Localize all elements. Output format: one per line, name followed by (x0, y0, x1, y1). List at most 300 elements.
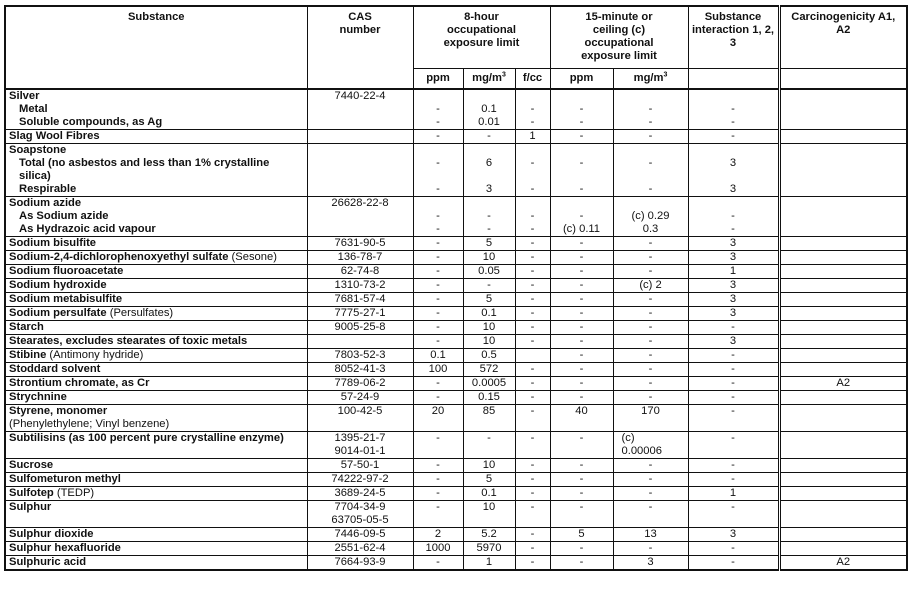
table-row (5, 405, 907, 432)
cell-mg-8h: 5 (463, 473, 515, 487)
cell-interaction: - (688, 321, 779, 335)
cell-substance (5, 391, 307, 405)
cell-ppm-8h: - (413, 556, 463, 571)
table-row (5, 377, 907, 391)
substance-name: Strontium chromate, as Cr (9, 377, 150, 389)
cell-fcc-8h: - (515, 542, 550, 556)
cell-ppm-8h: - (413, 130, 463, 144)
cell-ppm-8h: - (413, 279, 463, 293)
substance-name: Slag Wool Fibres (9, 130, 100, 142)
cell-ppm-8h: - - (413, 197, 463, 237)
cell-interaction: - (688, 377, 779, 391)
cell-cas: 57-24-9 (307, 391, 413, 405)
cell-cas: 8052-41-3 (307, 363, 413, 377)
cell-mg-15m: - (613, 307, 688, 321)
cell-mg-8h: 5970 (463, 542, 515, 556)
substance-alias: (TEDP) (56, 487, 95, 499)
cell-interaction: 1 (688, 487, 779, 501)
cell-carcinogenicity (779, 487, 907, 501)
cell-mg-15m: 170 (613, 405, 688, 432)
table-row (5, 89, 907, 130)
cell-ppm-15m: - (550, 542, 613, 556)
cell-substance (5, 265, 307, 279)
table-row (5, 279, 907, 293)
cell-substance (5, 335, 307, 349)
cell-interaction: 3 (688, 251, 779, 265)
cell-ppm-8h: - (413, 265, 463, 279)
cell-mg-15m: - (613, 391, 688, 405)
cell-interaction: 3 (688, 307, 779, 321)
cell-mg-15m: (c) 2 (613, 279, 688, 293)
substance-name: Starch (9, 321, 44, 333)
cell-ppm-8h: - (413, 459, 463, 473)
cell-fcc-8h: - (515, 459, 550, 473)
cell-fcc-8h: - (515, 335, 550, 349)
cell-substance (5, 405, 307, 432)
cell-cas: 7803-52-3 (307, 349, 413, 363)
substance-subentry: Metal (19, 103, 48, 115)
cell-carcinogenicity (779, 144, 907, 197)
cell-interaction: - (688, 556, 779, 571)
cell-ppm-15m: - (550, 237, 613, 251)
cell-mg-15m: - (613, 265, 688, 279)
cell-cas: 1310-73-2 (307, 279, 413, 293)
cell-ppm-8h: - (413, 432, 463, 459)
substance-name: Sodium bisulfite (9, 237, 97, 249)
substance-name: Sulfometuron methyl (9, 473, 121, 485)
cell-ppm-15m: - (550, 349, 613, 363)
cell-fcc-8h: - - (515, 89, 550, 130)
cell-ppm-8h: - - (413, 89, 463, 130)
cell-substance (5, 363, 307, 377)
cell-cas: 74222-97-2 (307, 473, 413, 487)
cell-ppm-8h: - (413, 501, 463, 528)
cell-cas: 7664-93-9 (307, 556, 413, 571)
cell-cas: 7789-06-2 (307, 377, 413, 391)
table-row (5, 293, 907, 307)
cell-substance (5, 89, 307, 130)
table-row (5, 391, 907, 405)
substance-subentry: Total (no asbestos and less than 1% crystalline silica) (19, 157, 270, 182)
cell-fcc-8h: - (515, 293, 550, 307)
cell-substance (5, 473, 307, 487)
header-interaction: Substance interaction 1, 2, 3 (688, 6, 779, 69)
cell-ppm-8h: - (413, 237, 463, 251)
table-row (5, 349, 907, 363)
header-15-minute-limit: 15-minute or ceiling (c) occupational exposure limit (550, 6, 688, 69)
table-row (5, 473, 907, 487)
substance-name: Soapstone (9, 144, 67, 156)
cell-fcc-8h: - (515, 391, 550, 405)
cell-interaction: - (688, 130, 779, 144)
cell-ppm-8h: 0.1 (413, 349, 463, 363)
cell-mg-8h: - (463, 432, 515, 459)
table-row (5, 487, 907, 501)
cell-cas (307, 335, 413, 349)
cell-substance (5, 237, 307, 251)
substance-name: Stibine (9, 349, 47, 361)
cell-carcinogenicity (779, 528, 907, 542)
cell-substance (5, 528, 307, 542)
cell-mg-15m: - (613, 501, 688, 528)
cell-interaction: - (688, 542, 779, 556)
cell-carcinogenicity (779, 265, 907, 279)
substance-alias: (Phenylethylene; Vinyl benzene) (9, 418, 170, 430)
substance-name: Sulfotep (9, 487, 54, 499)
cell-ppm-15m: - (550, 293, 613, 307)
cell-substance (5, 459, 307, 473)
table-row (5, 459, 907, 473)
cell-mg-8h: 0.1 (463, 487, 515, 501)
cell-mg-8h: 0.1 0.01 (463, 89, 515, 130)
cell-ppm-15m: 40 (550, 405, 613, 432)
cell-mg-8h: 5 (463, 293, 515, 307)
cell-substance (5, 487, 307, 501)
cell-ppm-15m: - - (550, 144, 613, 197)
cell-interaction: - (688, 432, 779, 459)
cell-cas: 7631-90-5 (307, 237, 413, 251)
table-row (5, 237, 907, 251)
cell-interaction: 3 (688, 293, 779, 307)
cell-ppm-15m: - (c) 0.11 (550, 197, 613, 237)
cell-carcinogenicity (779, 405, 907, 432)
cell-ppm-15m: - - (550, 89, 613, 130)
substance-alias: (Antimony hydride) (49, 349, 144, 361)
cell-ppm-15m: - (550, 251, 613, 265)
cell-carcinogenicity (779, 130, 907, 144)
cell-interaction: - - (688, 89, 779, 130)
substance-name: Sodium hydroxide (9, 279, 107, 291)
cell-carcinogenicity (779, 293, 907, 307)
table-row (5, 197, 907, 237)
cell-carcinogenicity (779, 432, 907, 459)
cell-ppm-15m: - (550, 377, 613, 391)
substance-subentry: Respirable (19, 183, 77, 195)
unit-ppm-15m: ppm (550, 69, 613, 90)
cell-mg-15m: - (613, 335, 688, 349)
substance-name: Styrene, monomer (9, 405, 108, 417)
cell-fcc-8h: - (515, 473, 550, 487)
cell-interaction: - (688, 349, 779, 363)
cell-cas: 57-50-1 (307, 459, 413, 473)
substance-name: Sulphur hexafluoride (9, 542, 121, 554)
cell-fcc-8h: - (515, 556, 550, 571)
unit-interaction-blank (688, 69, 779, 90)
cell-mg-8h: 0.0005 (463, 377, 515, 391)
cell-mg-15m: - (613, 293, 688, 307)
cell-mg-15m: - (613, 349, 688, 363)
cell-substance (5, 556, 307, 571)
table-row (5, 432, 907, 459)
cell-mg-8h: 10 (463, 335, 515, 349)
cell-substance (5, 130, 307, 144)
cell-interaction: - (688, 459, 779, 473)
substance-name: Sodium-2,4-dichlorophenoxyethyl sulfate (9, 251, 229, 263)
cell-mg-8h: 0.1 (463, 307, 515, 321)
cell-interaction: - (688, 501, 779, 528)
cell-substance (5, 293, 307, 307)
cell-cas: 136-78-7 (307, 251, 413, 265)
cell-carcinogenicity (779, 237, 907, 251)
table-row (5, 307, 907, 321)
cell-carcinogenicity (779, 363, 907, 377)
cell-ppm-15m: - (550, 473, 613, 487)
cell-mg-8h: 0.5 (463, 349, 515, 363)
table-row (5, 251, 907, 265)
header-carcinogenicity: Carcinogenicity A1, A2 (779, 6, 907, 69)
cell-substance (5, 432, 307, 459)
cell-carcinogenicity (779, 279, 907, 293)
cell-cas: 7775-27-1 (307, 307, 413, 321)
substance-name: Stearates, excludes stearates of toxic metals (9, 335, 248, 347)
cell-ppm-15m: - (550, 487, 613, 501)
cell-mg-15m: (c) 0.00006 (613, 432, 688, 459)
cell-ppm-15m: - (550, 265, 613, 279)
cell-ppm-8h: - - (413, 144, 463, 197)
cell-fcc-8h: - (515, 528, 550, 542)
cell-ppm-15m: - (550, 335, 613, 349)
cell-carcinogenicity (779, 321, 907, 335)
cell-mg-8h: 5.2 (463, 528, 515, 542)
cell-fcc-8h: - - (515, 197, 550, 237)
cell-mg-8h: 6 3 (463, 144, 515, 197)
cell-interaction: 3 (688, 237, 779, 251)
table-row (5, 130, 907, 144)
exposure-limits-document (4, 5, 908, 571)
table-row (5, 528, 907, 542)
cell-mg-15m: - (613, 237, 688, 251)
unit-ppm-8h: ppm (413, 69, 463, 90)
cell-substance (5, 279, 307, 293)
cell-interaction: - - (688, 197, 779, 237)
cell-fcc-8h: - (515, 307, 550, 321)
unit-carcinogenicity-blank (779, 69, 907, 90)
cell-cas (307, 130, 413, 144)
cell-mg-15m: - (613, 321, 688, 335)
cell-ppm-15m: - (550, 391, 613, 405)
cell-mg-15m: - (613, 542, 688, 556)
cell-mg-15m: - (613, 459, 688, 473)
cell-interaction: 3 (688, 335, 779, 349)
cell-ppm-15m: - (550, 279, 613, 293)
cell-substance (5, 307, 307, 321)
cell-mg-15m: - (613, 251, 688, 265)
substance-alias: (Sesone) (231, 251, 277, 263)
substance-name: Subtilisins (as 100 percent pure crystalline enzyme) (9, 432, 284, 444)
cell-mg-8h: 1 (463, 556, 515, 571)
cell-substance (5, 542, 307, 556)
cell-cas: 3689-24-5 (307, 487, 413, 501)
cell-mg-15m: - (613, 363, 688, 377)
cell-cas: 7681-57-4 (307, 293, 413, 307)
cell-cas (307, 144, 413, 197)
substance-name: Sulphur dioxide (9, 528, 94, 540)
cell-ppm-8h: - (413, 473, 463, 487)
cell-ppm-15m: - (550, 321, 613, 335)
cell-mg-15m: - (613, 377, 688, 391)
substance-name: Stoddard solvent (9, 363, 101, 375)
cell-mg-15m: 13 (613, 528, 688, 542)
cell-interaction: - (688, 405, 779, 432)
cell-fcc-8h: - (515, 363, 550, 377)
substance-name: Sulphuric acid (9, 556, 87, 568)
table-row (5, 363, 907, 377)
cell-carcinogenicity (779, 542, 907, 556)
cell-ppm-8h: 20 (413, 405, 463, 432)
cell-fcc-8h: - (515, 279, 550, 293)
cell-carcinogenicity (779, 459, 907, 473)
substance-alias: (Persulfates) (109, 307, 174, 319)
cell-cas: 26628-22-8 (307, 197, 413, 237)
cell-mg-8h: 0.05 (463, 265, 515, 279)
cell-ppm-15m: - (550, 459, 613, 473)
cell-ppm-8h: - (413, 251, 463, 265)
cell-substance (5, 377, 307, 391)
cell-mg-8h: - (463, 279, 515, 293)
table-row (5, 144, 907, 197)
cell-carcinogenicity (779, 251, 907, 265)
substance-name: Sodium persulfate (9, 307, 107, 319)
cell-carcinogenicity (779, 349, 907, 363)
cell-mg-8h: 572 (463, 363, 515, 377)
cell-carcinogenicity (779, 473, 907, 487)
cell-fcc-8h: - (515, 251, 550, 265)
substance-name: Sucrose (9, 459, 54, 471)
cell-mg-8h: 10 (463, 321, 515, 335)
cell-fcc-8h: - (515, 432, 550, 459)
substance-subentry: As Hydrazoic acid vapour (19, 223, 156, 235)
cell-ppm-8h: 100 (413, 363, 463, 377)
cell-substance (5, 349, 307, 363)
cell-ppm-15m: - (550, 130, 613, 144)
substance-name: Strychnine (9, 391, 67, 403)
header-8-hour-limit: 8-hour occupational exposure limit (413, 6, 550, 69)
cell-cas: 100-42-5 (307, 405, 413, 432)
cell-carcinogenicity (779, 501, 907, 528)
cell-ppm-8h: - (413, 377, 463, 391)
cell-interaction: - (688, 473, 779, 487)
cell-carcinogenicity (779, 197, 907, 237)
cell-mg-15m: - (613, 473, 688, 487)
cell-cas: 1395-21-7 9014-01-1 (307, 432, 413, 459)
unit-fcc-8h: f/cc (515, 69, 550, 90)
cell-fcc-8h (515, 349, 550, 363)
table-row (5, 556, 907, 571)
cell-fcc-8h: - - (515, 144, 550, 197)
substance-name: Sodium fluoroacetate (9, 265, 124, 277)
unit-mg-8h: $mg/m^3$ (463, 69, 515, 90)
cell-ppm-15m: - (550, 556, 613, 571)
cell-fcc-8h: - (515, 321, 550, 335)
cell-fcc-8h: - (515, 501, 550, 528)
cell-carcinogenicity (779, 335, 907, 349)
cell-ppm-15m: - (550, 363, 613, 377)
cell-interaction: 3 3 (688, 144, 779, 197)
cell-ppm-8h: 2 (413, 528, 463, 542)
cell-fcc-8h: - (515, 237, 550, 251)
cell-mg-8h: - (463, 130, 515, 144)
cell-substance (5, 197, 307, 237)
cell-mg-15m: - - (613, 144, 688, 197)
substance-name: Sodium metabisulfite (9, 293, 123, 305)
cell-cas: 2551-62-4 (307, 542, 413, 556)
table-row (5, 265, 907, 279)
substance-name: Sulphur (9, 501, 52, 513)
cell-substance (5, 501, 307, 528)
cell-mg-15m: 3 (613, 556, 688, 571)
table-row (5, 321, 907, 335)
cell-cas: 62-74-8 (307, 265, 413, 279)
cell-fcc-8h: - (515, 265, 550, 279)
table-row (5, 542, 907, 556)
cell-cas: 7446-09-5 (307, 528, 413, 542)
cell-ppm-8h: - (413, 307, 463, 321)
cell-substance (5, 144, 307, 197)
cell-cas: 7704-34-9 63705-05-5 (307, 501, 413, 528)
cell-cas: 9005-25-8 (307, 321, 413, 335)
cell-mg-8h: 0.15 (463, 391, 515, 405)
cell-interaction: - (688, 391, 779, 405)
cell-mg-15m: - - (613, 89, 688, 130)
cell-mg-8h: 10 (463, 459, 515, 473)
cell-interaction: 3 (688, 528, 779, 542)
table-row (5, 335, 907, 349)
cell-mg-8h: 85 (463, 405, 515, 432)
cell-carcinogenicity (779, 307, 907, 321)
cell-mg-8h: 5 (463, 237, 515, 251)
cell-ppm-15m: - (550, 307, 613, 321)
cell-carcinogenicity (779, 391, 907, 405)
substance-subentry: As Sodium azide (19, 210, 109, 222)
cell-ppm-8h: - (413, 487, 463, 501)
cell-mg-8h: 10 (463, 251, 515, 265)
exposure-limits-table (4, 5, 908, 571)
cell-carcinogenicity: A2 (779, 556, 907, 571)
substance-subentry: Soluble compounds, as Ag (19, 116, 163, 128)
cell-mg-15m: (c) 0.29 0.3 (613, 197, 688, 237)
substance-name: Sodium azide (9, 197, 82, 209)
cell-substance (5, 321, 307, 335)
cell-mg-15m: - (613, 487, 688, 501)
cell-fcc-8h: - (515, 487, 550, 501)
cell-ppm-8h: - (413, 321, 463, 335)
cell-mg-8h: - - (463, 197, 515, 237)
cell-interaction: 3 (688, 279, 779, 293)
substance-name: Silver (9, 90, 40, 102)
table-row (5, 501, 907, 528)
cell-carcinogenicity: A2 (779, 377, 907, 391)
cell-fcc-8h: - (515, 377, 550, 391)
cell-ppm-15m: - (550, 432, 613, 459)
cell-mg-8h: 10 (463, 501, 515, 528)
cell-ppm-15m: 5 (550, 528, 613, 542)
cell-substance (5, 251, 307, 265)
cell-ppm-8h: - (413, 293, 463, 307)
table-body (5, 89, 907, 570)
cell-carcinogenicity (779, 89, 907, 130)
header-substance: Substance (5, 6, 307, 89)
cell-cas: 7440-22-4 (307, 89, 413, 130)
cell-fcc-8h: 1 (515, 130, 550, 144)
cell-ppm-15m: - (550, 501, 613, 528)
cell-ppm-8h: 1000 (413, 542, 463, 556)
cell-mg-15m: - (613, 130, 688, 144)
unit-mg-15m: $mg/m^3$ (613, 69, 688, 90)
header-cas: CAS number (307, 6, 413, 89)
cell-interaction: - (688, 363, 779, 377)
cell-fcc-8h: - (515, 405, 550, 432)
cell-ppm-8h: - (413, 391, 463, 405)
